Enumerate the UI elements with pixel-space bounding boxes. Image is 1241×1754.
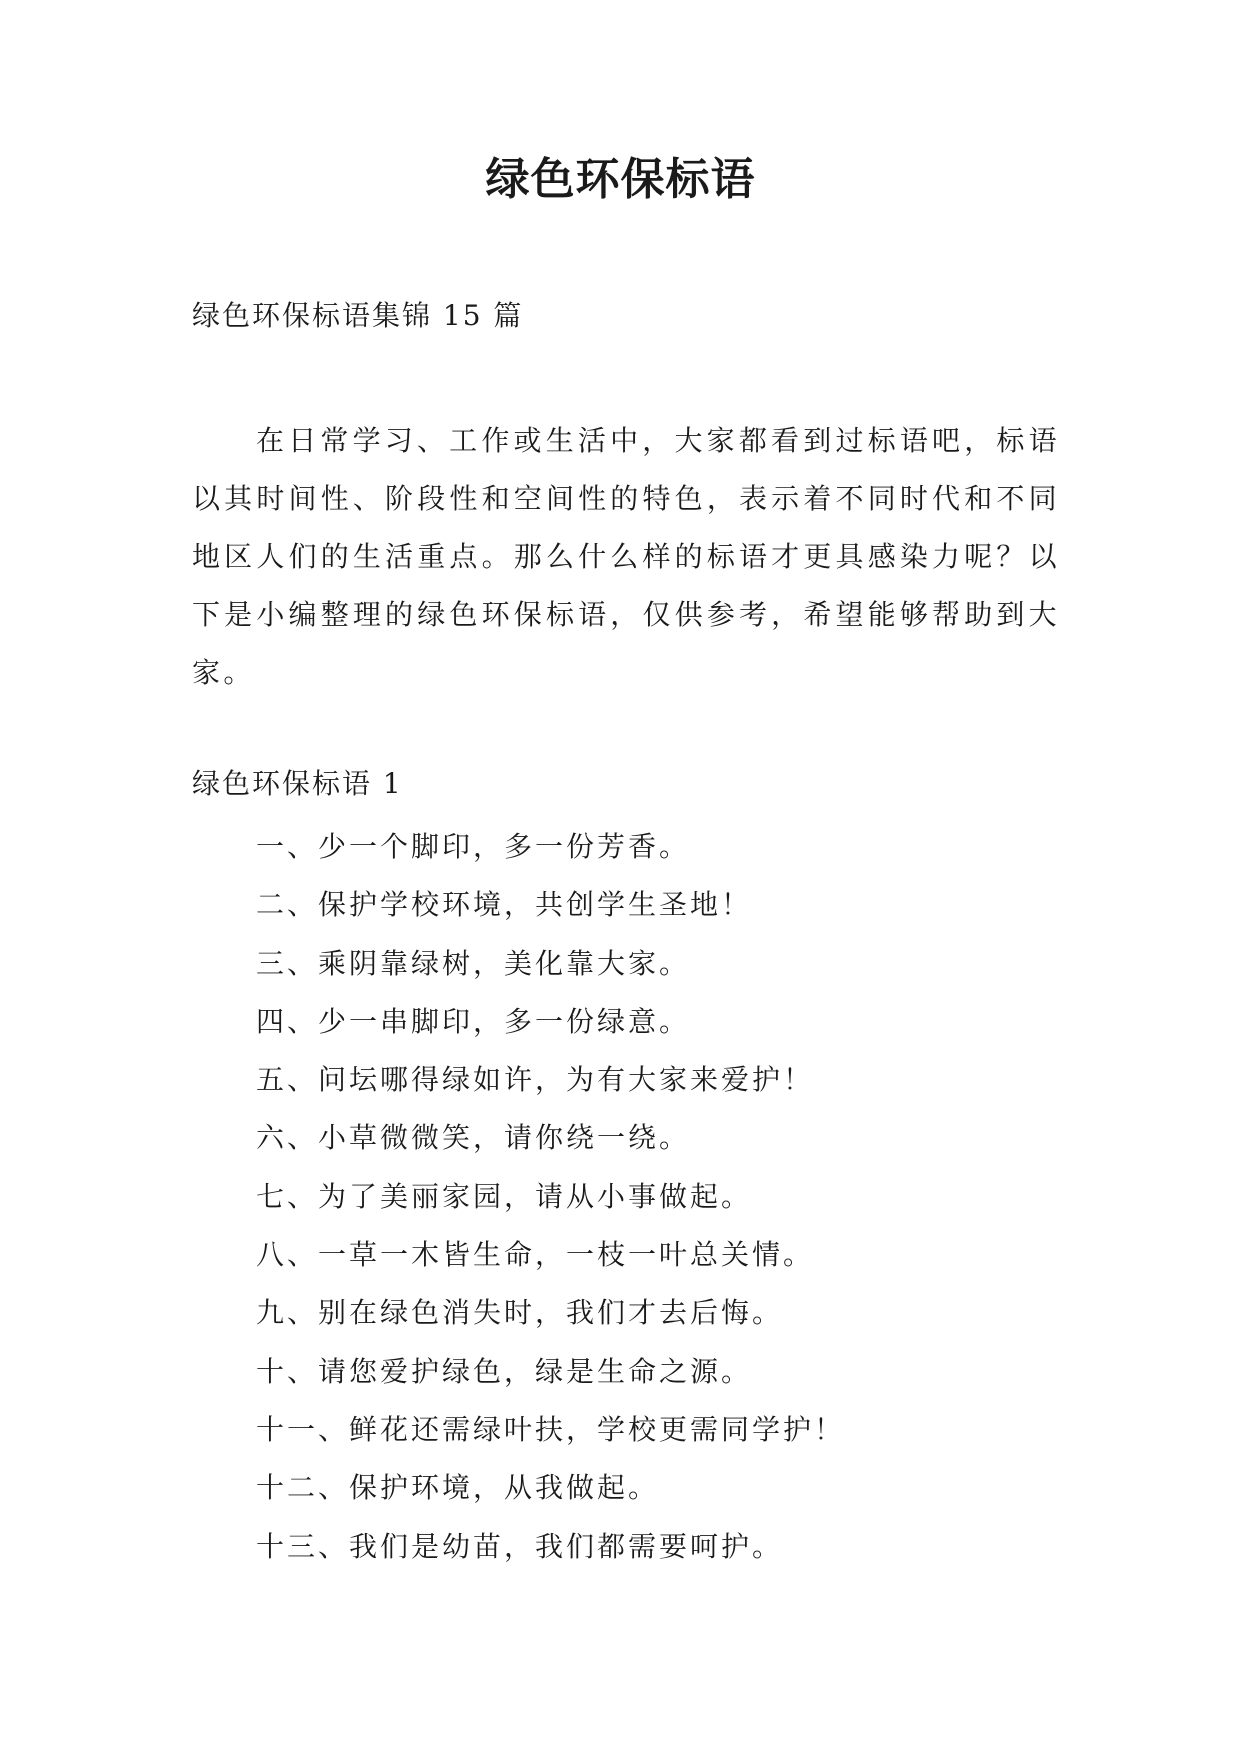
slogan-item: 五、问坛哪得绿如许，为有大家来爱护！ xyxy=(256,1063,815,1097)
slogan-item: 四、少一串脚印，多一份绿意。 xyxy=(256,1004,691,1038)
slogan-item: 十、请您爱护绿色，绿是生命之源。 xyxy=(256,1354,753,1388)
slogan-item: 七、为了美丽家园，请从小事做起。 xyxy=(256,1179,753,1213)
slogan-item: 八、一草一木皆生命，一枝一叶总关情。 xyxy=(256,1238,815,1272)
slogan-item: 十二、保护环境，从我做起。 xyxy=(256,1471,660,1505)
document-subtitle: 绿色环保标语集锦 15 篇 xyxy=(192,299,524,332)
slogan-item: 六、小草微微笑，请你绕一绕。 xyxy=(256,1121,691,1155)
slogan-item: 九、别在绿色消失时，我们才去后悔。 xyxy=(256,1296,784,1330)
slogan-item: 二、保护学校环境，共创学生圣地！ xyxy=(256,888,753,922)
slogan-item: 一、少一个脚印，多一份芳香。 xyxy=(256,830,691,863)
slogan-list xyxy=(256,818,845,1576)
slogan-item: 十三、我们是幼苗，我们都需要呵护。 xyxy=(256,1529,784,1563)
document-title: 绿色环保标语 xyxy=(485,154,756,205)
slogan-item: 十一、鲜花还需绿叶扶，学校更需同学护！ xyxy=(256,1412,846,1446)
intro-paragraph: 在日常学习、工作或生活中，大家都看到过标语吧，标语以其时间性、阶段性和空间性的特色，表示着不同时代和不同地区人们的生活重点。那么什么样的标语才更具感染力呢？以下是小编整理的绿色环保标语，仅供参考，希望能够帮助到大家。 xyxy=(192,424,1060,689)
section-heading: 绿色环保标语 1 xyxy=(192,767,403,800)
slogan-item: 三、乘阴靠绿树，美化靠大家。 xyxy=(256,946,691,980)
